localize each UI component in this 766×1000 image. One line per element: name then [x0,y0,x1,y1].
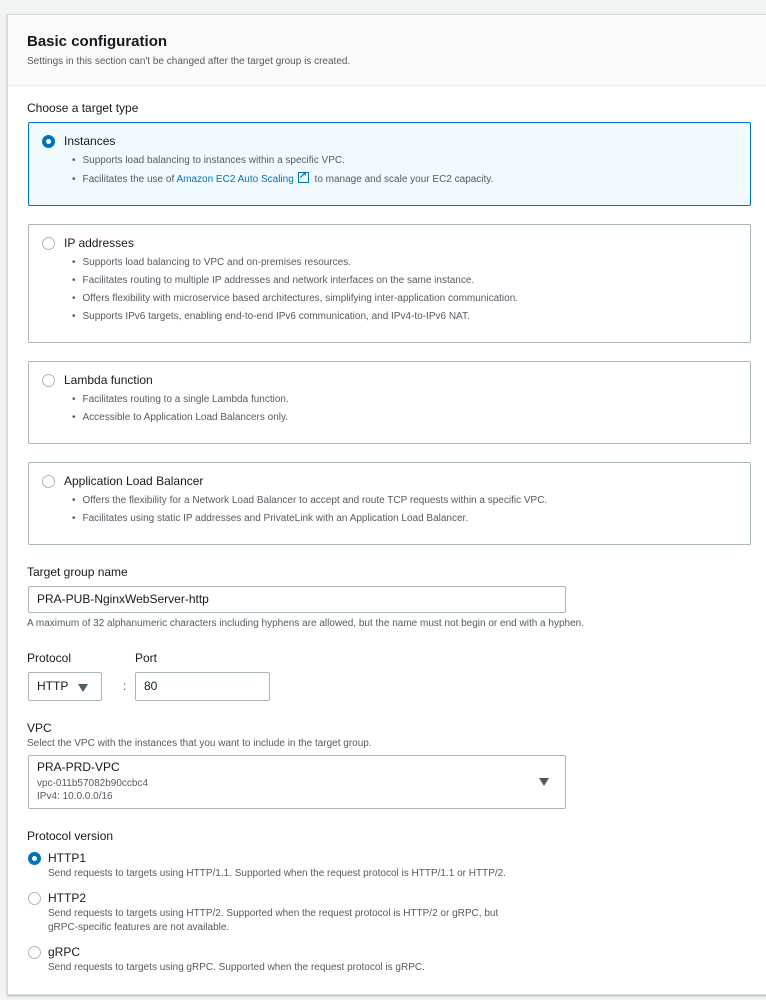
target-type-lambda[interactable] [28,361,751,444]
option-title: Instances [64,134,116,148]
protocol-value: HTTP [37,679,69,693]
vpc-cidr: IPv4: 10.0.0.0/16 [37,791,113,802]
external-link-icon[interactable] [298,172,309,183]
option-title: gRPC [48,945,81,959]
option-title: HTTP2 [48,891,87,905]
vpc-id: vpc-011b57082b90ccbc4 [37,778,149,789]
option-bullet: • Supports load balancing to instances within a specific VPC. [82,154,493,172]
bullet-text: to manage and scale your EC2 capacity. [311,174,494,185]
target-type-alb[interactable] [28,462,751,545]
caret-down-icon [539,778,549,786]
target-type-label: Choose a target type [27,101,139,115]
ec2-auto-scaling-link[interactable]: Amazon EC2 Auto Scaling [176,174,294,185]
port-label: Port [135,651,158,665]
protocol-label: Protocol [27,651,72,665]
radio-selected-icon[interactable] [28,852,41,865]
panel-subtitle: Settings in this section can't be changed after the target group is created. [27,56,351,67]
option-title: Lambda function [64,373,153,387]
target-group-name-label: Target group name [27,565,128,579]
target-group-name-input[interactable]: PRA-PUB-NginxWebServer-http [28,586,566,613]
radio-icon[interactable] [28,946,41,959]
panel-title: Basic configuration [27,33,168,50]
option-title: Application Load Balancer [64,474,204,488]
radio-icon[interactable] [42,374,55,387]
radio-icon[interactable] [42,475,55,488]
option-title: HTTP1 [48,851,87,865]
caret-down-icon [78,684,88,692]
protocol-version-label: Protocol version [27,829,114,843]
vpc-name: PRA-PRD-VPC [37,760,120,774]
panel-header [8,15,766,86]
option-title: IP addresses [64,236,134,250]
option-description: Send requests to targets using HTTP/1.1. Supported when the request protocol is HTTP/1.1 or HTTP/2. [48,868,507,879]
option-bullet [82,172,493,190]
option-bullet: • Facilitates using static IP addresses and PrivateLink with an Application Load Balancer. [82,512,547,530]
radio-icon[interactable] [28,892,41,905]
radio-icon[interactable] [42,237,55,250]
option-bullet: • Offers the flexibility for a Network Load Balancer to accept and route TCP requests within a specific VPC. [82,494,547,512]
option-bullet: • Supports load balancing to VPC and on-premises resources. [82,256,518,274]
radio-selected-icon[interactable] [42,135,55,148]
option-bullet: • Facilitates routing to a single Lambda function. [82,393,289,411]
option-bullet: • Supports IPv6 targets, enabling end-to-end IPv6 communication, and IPv4-to-IPv6 NAT. [82,310,518,328]
target-group-name-help: A maximum of 32 alphanumeric characters including hyphens are allowed, but the name must not begin or end with a hyphen. [27,618,584,629]
option-bullet: • Offers flexibility with microservice based architectures, simplifying inter-application communication. [82,292,518,310]
vpc-label: VPC [27,721,52,735]
option-description: Send requests to targets using HTTP/2. Supported when the request protocol is HTTP/2 or gRPC, but [48,908,499,919]
port-input[interactable]: 80 [135,672,270,701]
target-type-ip-addresses[interactable] [28,224,751,343]
vpc-select[interactable] [28,755,566,809]
vpc-help: Select the VPC with the instances that you want to include in the target group. [27,738,372,749]
option-bullet: • Accessible to Application Load Balancers only. [82,411,289,429]
protocol-select[interactable] [28,672,102,701]
protocol-port-separator: : [123,679,127,693]
bullet-text: Facilitates the use of [82,174,177,185]
option-bullet: • Facilitates routing to multiple IP addresses and network interfaces on the same instance. [82,274,518,292]
option-description: gRPC-specific features are not available. [48,922,230,933]
option-description: Send requests to targets using gRPC. Supported when the request protocol is gRPC. [48,962,425,973]
target-type-instances[interactable] [28,122,751,206]
basic-configuration-panel [7,14,766,995]
